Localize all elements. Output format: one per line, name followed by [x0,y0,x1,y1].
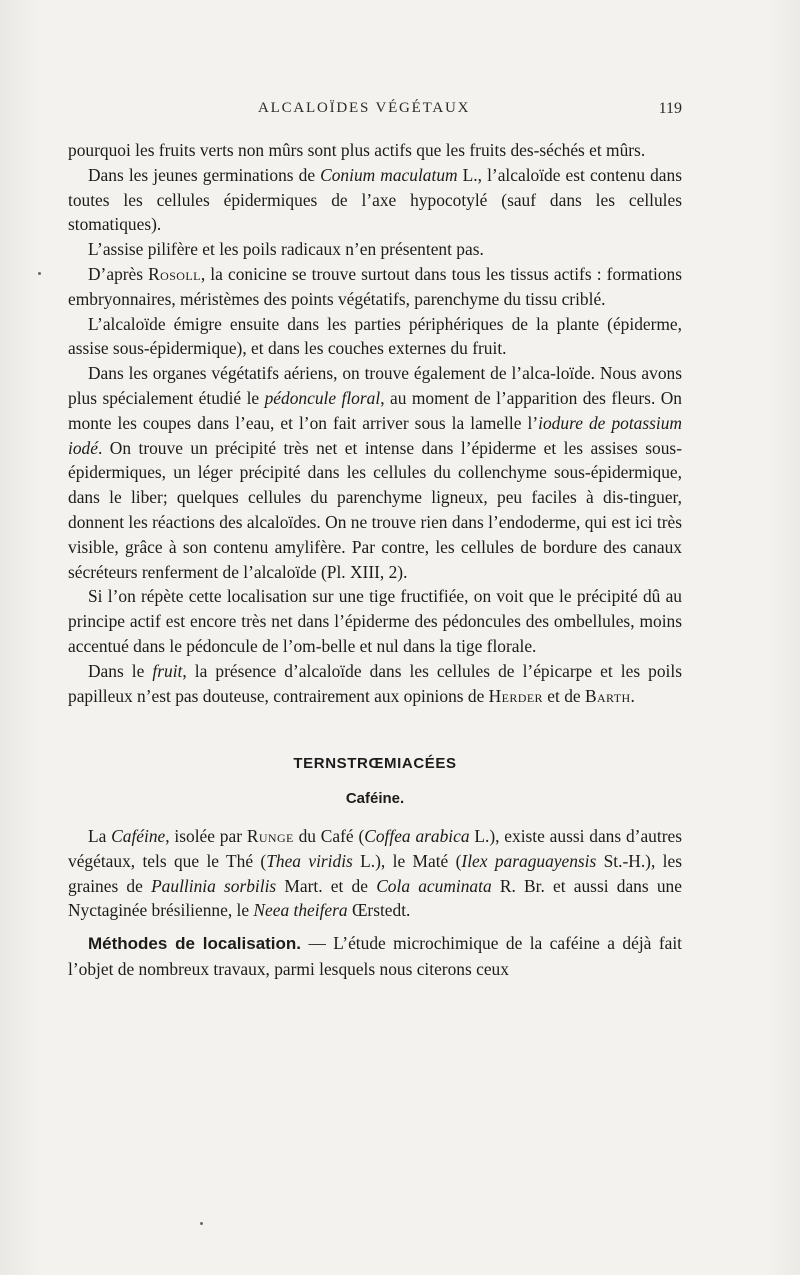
paragraph-1: pourquoi les fruits verts non mûrs sont plus actifs que les fruits des-séchés et mûrs. [68,140,646,160]
paragraph-3: L’assise pilifère et les poils radicaux n’en présentent pas. [88,239,484,260]
page-body [68,138,682,982]
paragraph-2: Dans les jeunes germinations de Conium maculatum L., l’alcaloïde est contenu dans toutes les cellules épidermiques de l’axe hypocotylé (sauf dans les cellules stomatiques). [68,164,682,235]
section-title: TERNSTRŒMIACÉES [293,755,457,773]
page-number: 119 [658,100,682,117]
paragraph-6: Dans les organes végétatifs aériens, on trouve également de l’alca-loïde. Nous avons plus spécialement étudié le pédoncule floral, au moment de l’apparition des fleurs. On monte les coupes dans l’eau, et l’on fait arriver sous la lamelle l’iodure de potassium iodé. On trouve un précipité très net et intense dans l’épiderme et les assises sous-épidermiques, un léger précipité dans les cellules du collenchyme sous-épidermique, dans le liber; quelques cellules du parenchyme ligneux, peu faciles à dis-tinguer, donnent les réactions des alcaloïdes. On ne trouve rien dans l’endoderme, qui est ici très visible, grâce à son contenu amylifère. Par contre, les cellules de bordure des canaux sécréteurs renferment de l’alcaloïde (Pl. XIII, 2). [68,363,683,582]
species-name: Conium maculatum [320,164,458,185]
subsection-title: Caféine. [345,790,405,808]
run-in-heading: Méthodes de localisation. [88,934,302,954]
print-speck [38,272,41,275]
print-speck [200,1222,203,1225]
paragraph-7: Si l’on répète cette localisation sur une tige fructifiée, on voit que le précipité dû au principe actif est encore très net dans l’épiderme des pédoncules des ombellules, moins accentué dans le pédoncule de l’om-belle et nul dans la tige florale. [68,586,682,656]
page-header [68,100,682,124]
paragraph-8: Dans le fruit, la présence d’alcaloïde dans les cellules de l’épicarpe et les poils papilleux n’est pas douteuse, contrairement aux opinions de Herder et de Barth. [68,660,682,706]
author-name: Rosoll [148,263,201,284]
paragraph-4: D’après Rosoll, la conicine se trouve surtout dans tous les tissus actifs : formations embryonnaires, méristèmes des points végétatifs, parenchyme du tissu criblé. [68,263,683,309]
paragraph-cafeine: La Caféine, isolée par Runge du Café (Coffea arabica L.), existe aussi dans d’autres végétaux, tels que le Thé (Thea viridis L.), le Maté (Ilex paraguayensis St.-H.), les graines de Paullinia sorbilis Mart. et de Cola acuminata R. Br. et aussi dans une Nyctaginée brésilienne, le Neea theifera Œrstedt. [68,825,682,921]
paragraph-5: L’alcaloïde émigre ensuite dans les parties périphériques de la plante (épiderme, assise sous-épidermique), et dans les couches externes du fruit. [68,313,682,359]
paragraph-methodes: Méthodes de localisation. — L’étude microchimique de la caféine a déjà fait l’objet de nombreux travaux, parmi lesquels nous citerons ceux [68,933,682,979]
running-title: ALCALOÏDES VÉGÉTAUX [258,100,471,116]
